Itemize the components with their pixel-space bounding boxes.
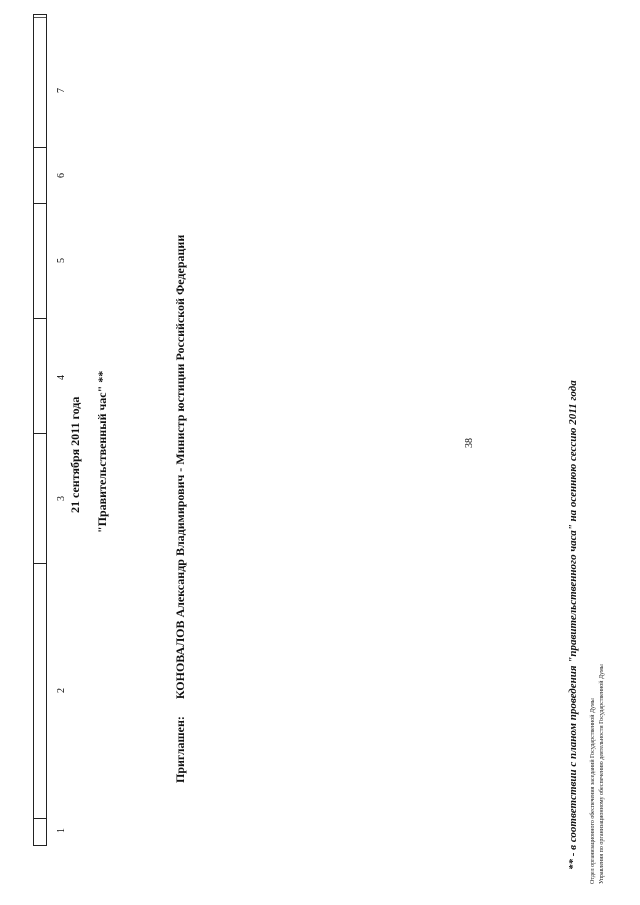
column-number-6: 6 [56, 173, 67, 178]
department-line-1: Отдел организационного обеспечения заседаний Государственной Думы [590, 698, 596, 884]
invited-label: Приглашен: [173, 716, 187, 783]
footnote: ** - в соответствии с планом проведения "правительственного часа" на осеннюю сессию 2011 года [567, 380, 579, 870]
column-number-1: 1 [56, 828, 67, 833]
column-number-7: 7 [56, 88, 67, 93]
column-number-5: 5 [56, 258, 67, 263]
column-header-table [33, 14, 67, 846]
session-date: 21 сентября 2011 года [68, 396, 82, 513]
column-number-3: 3 [56, 496, 67, 501]
page-number: 38 [464, 438, 475, 448]
column-number-4: 4 [56, 375, 67, 380]
invited-person: КОНОВАЛОВ Александр Владимирович - Министр юстиции Российской Федерации [173, 234, 187, 700]
invited-line [173, 235, 188, 783]
event-title: "Правительственный час" ** [95, 370, 109, 533]
column-number-2: 2 [56, 688, 67, 693]
department-line-2: Управления по организационному обеспечению деятельности Государственной Думы [599, 664, 605, 884]
